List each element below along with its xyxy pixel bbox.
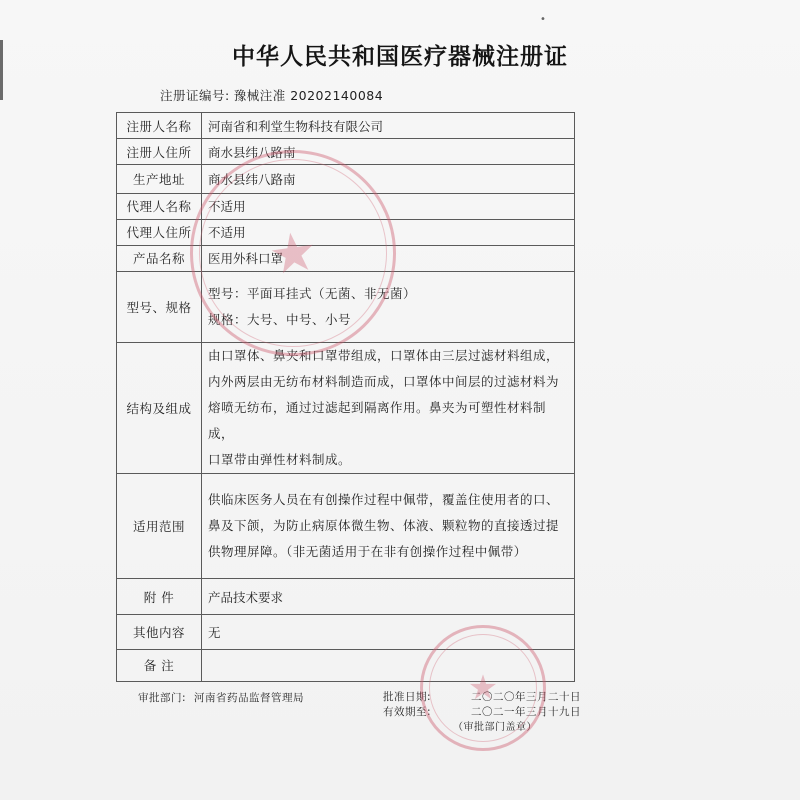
seal-note: （审批部门盖章）	[453, 722, 537, 733]
scope-line: 鼻及下颌，为防止病原体微生物、体液、颗粒物的直接透过提	[208, 518, 560, 534]
value-composition	[202, 342, 575, 474]
composition-line: 内外两层由无纺布材料制造而成，口罩体中间层的过滤材料为	[208, 373, 560, 389]
certificate-table	[116, 112, 575, 682]
row-remarks	[117, 649, 575, 681]
valid-until-label: 有效期至:	[383, 706, 432, 718]
value-remarks	[202, 649, 575, 681]
row-product-name	[117, 245, 575, 271]
composition-line: 熔喷无纺布，通过过滤起到隔离作用。鼻夹为可塑性材料制成，	[208, 399, 547, 441]
value-attachment: 产品技术要求	[202, 579, 575, 615]
row-composition	[117, 342, 575, 474]
approval-department-label: 审批部门:	[138, 692, 187, 704]
row-agent-address	[117, 219, 575, 245]
label-composition: 结构及组成	[117, 342, 202, 474]
seal-star-icon: ★	[264, 218, 322, 288]
valid-until-value: 二〇二一年三月十九日	[471, 706, 582, 718]
row-registrant-address	[117, 139, 575, 165]
row-model-spec	[117, 272, 575, 342]
registration-number-label: 注册证编号:	[160, 88, 230, 103]
label-other: 其他内容	[117, 615, 202, 649]
composition-line: 口罩带由弹性材料制成。	[208, 451, 352, 467]
label-model-spec: 型号、规格	[117, 272, 202, 342]
valid-until	[383, 705, 581, 720]
scope-line: 供临床医务人员在有创操作过程中佩带，覆盖住使用者的口、	[208, 492, 560, 508]
value-production-address: 商水县纬八路南	[202, 165, 575, 193]
value-registrant-address: 商水县纬八路南	[202, 139, 575, 165]
row-scope	[117, 474, 575, 579]
label-remarks: 备 注	[117, 649, 202, 681]
label-agent-address: 代理人住所	[117, 219, 202, 245]
approval-date	[383, 690, 581, 705]
value-agent-address: 不适用	[202, 219, 575, 245]
registration-number-value: 豫械注准 20202140084	[233, 88, 384, 103]
label-attachment: 附 件	[117, 579, 202, 615]
seal-star-icon: ★	[467, 668, 499, 708]
value-product-name: 医用外科口罩	[202, 245, 575, 271]
scope-line: 供物理屏障。（非无菌适用于在非有创操作过程中佩带）	[208, 544, 527, 560]
value-agent-name: 不适用	[202, 193, 575, 219]
label-product-name: 产品名称	[117, 245, 202, 271]
row-registrant-name	[117, 113, 575, 139]
composition-line: 由口罩体、鼻夹和口罩带组成，口罩体由三层过滤材料组成，	[208, 347, 560, 363]
label-agent-name: 代理人名称	[117, 193, 202, 219]
label-registrant-address: 注册人住所	[117, 139, 202, 165]
value-scope	[202, 474, 575, 579]
approval-department-value: 河南省药品监督管理局	[194, 692, 305, 704]
dates-block	[383, 690, 581, 735]
scan-speck: •	[540, 14, 546, 25]
spec-line: 规格：大号、中号、小号	[208, 311, 352, 327]
label-registrant-name: 注册人名称	[117, 113, 202, 139]
approval-date-value: 二〇二〇年三月二十日	[471, 691, 582, 703]
label-scope: 适用范围	[117, 474, 202, 579]
value-model-spec	[202, 272, 575, 342]
row-agent-name	[117, 193, 575, 219]
model-line: 型号：平面耳挂式（无菌、非无菌）	[208, 285, 417, 301]
row-production-address	[117, 165, 575, 193]
label-production-address: 生产地址	[117, 165, 202, 193]
registration-number	[160, 86, 383, 104]
document-title: 中华人民共和国医疗器械注册证	[232, 44, 568, 70]
value-other: 无	[202, 615, 575, 649]
value-registrant-name: 河南省和利堂生物科技有限公司	[202, 113, 575, 139]
row-other	[117, 615, 575, 649]
row-attachment	[117, 579, 575, 615]
approval-date-label: 批准日期:	[383, 691, 432, 703]
approval-department	[138, 690, 304, 705]
